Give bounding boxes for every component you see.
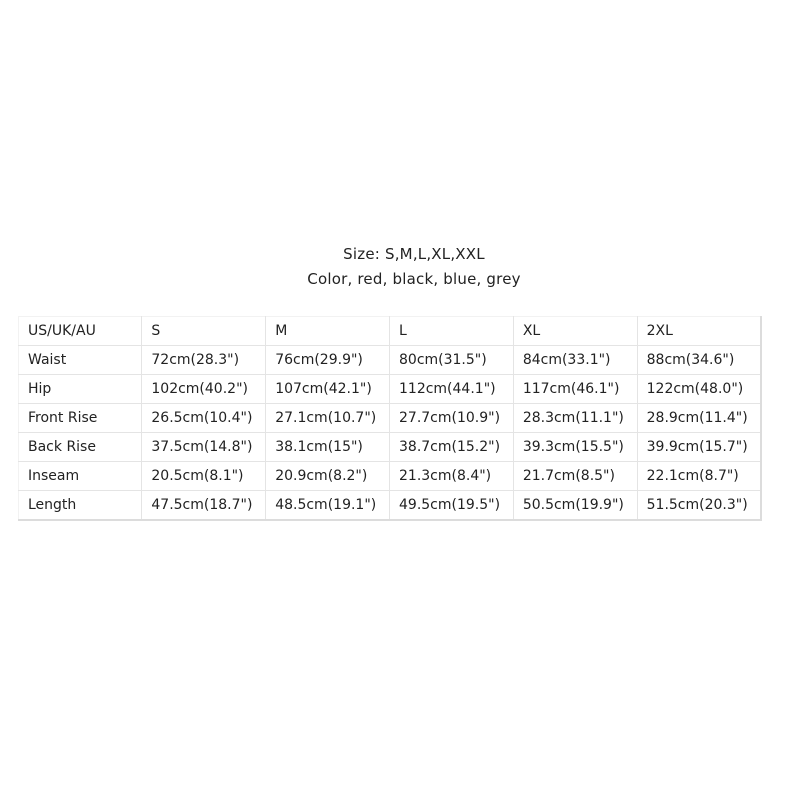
size-header-xl: XL: [513, 317, 637, 346]
table-cell: 38.1cm(15"): [266, 433, 390, 462]
table-cell: 80cm(31.5"): [390, 346, 514, 375]
row-label: Hip: [19, 375, 142, 404]
table-cell: 72cm(28.3"): [142, 346, 266, 375]
row-label: Front Rise: [19, 404, 142, 433]
table-cell: 47.5cm(18.7"): [142, 491, 266, 520]
size-options-text: Size: S,M,L,XL,XXL: [343, 245, 485, 263]
table-row-back-rise: [19, 433, 762, 462]
row-label: Back Rise: [19, 433, 142, 462]
table-row-length: [19, 491, 762, 520]
table-cell: 38.7cm(15.2"): [390, 433, 514, 462]
table-row-front-rise: [19, 404, 762, 433]
table-cell: 28.3cm(11.1"): [513, 404, 637, 433]
table-header-row: [19, 317, 762, 346]
table-cell: 50.5cm(19.9"): [513, 491, 637, 520]
table-cell: 27.7cm(10.9"): [390, 404, 514, 433]
table-cell: 22.1cm(8.7"): [637, 462, 761, 491]
table-cell: 107cm(42.1"): [266, 375, 390, 404]
table-cell: 21.7cm(8.5"): [513, 462, 637, 491]
row-label: Inseam: [19, 462, 142, 491]
table-cell: 20.5cm(8.1"): [142, 462, 266, 491]
table-cell: 117cm(46.1"): [513, 375, 637, 404]
row-label: Waist: [19, 346, 142, 375]
size-header-l: L: [390, 317, 514, 346]
row-label: Length: [19, 491, 142, 520]
table-cell: 20.9cm(8.2"): [266, 462, 390, 491]
table-cell: 39.3cm(15.5"): [513, 433, 637, 462]
table-row-waist: [19, 346, 762, 375]
corner-label: US/UK/AU: [19, 317, 142, 346]
table-cell: 26.5cm(10.4"): [142, 404, 266, 433]
size-header-2xl: 2XL: [637, 317, 761, 346]
table-cell: 84cm(33.1"): [513, 346, 637, 375]
size-chart-table: [18, 316, 762, 521]
table-cell: 21.3cm(8.4"): [390, 462, 514, 491]
table-cell: 76cm(29.9"): [266, 346, 390, 375]
table-row-inseam: [19, 462, 762, 491]
size-header-s: S: [142, 317, 266, 346]
table-cell: 48.5cm(19.1"): [266, 491, 390, 520]
table-row-hip: [19, 375, 762, 404]
table-cell: 51.5cm(20.3"): [637, 491, 761, 520]
color-options-text: Color, red, black, blue, grey: [307, 270, 521, 288]
table-cell: 27.1cm(10.7"): [266, 404, 390, 433]
table-cell: 88cm(34.6"): [637, 346, 761, 375]
size-header-m: M: [266, 317, 390, 346]
table-cell: 49.5cm(19.5"): [390, 491, 514, 520]
table-cell: 37.5cm(14.8"): [142, 433, 266, 462]
table-cell: 39.9cm(15.7"): [637, 433, 761, 462]
table-cell: 102cm(40.2"): [142, 375, 266, 404]
table-cell: 28.9cm(11.4"): [637, 404, 761, 433]
table-cell: 122cm(48.0"): [637, 375, 761, 404]
table-cell: 112cm(44.1"): [390, 375, 514, 404]
